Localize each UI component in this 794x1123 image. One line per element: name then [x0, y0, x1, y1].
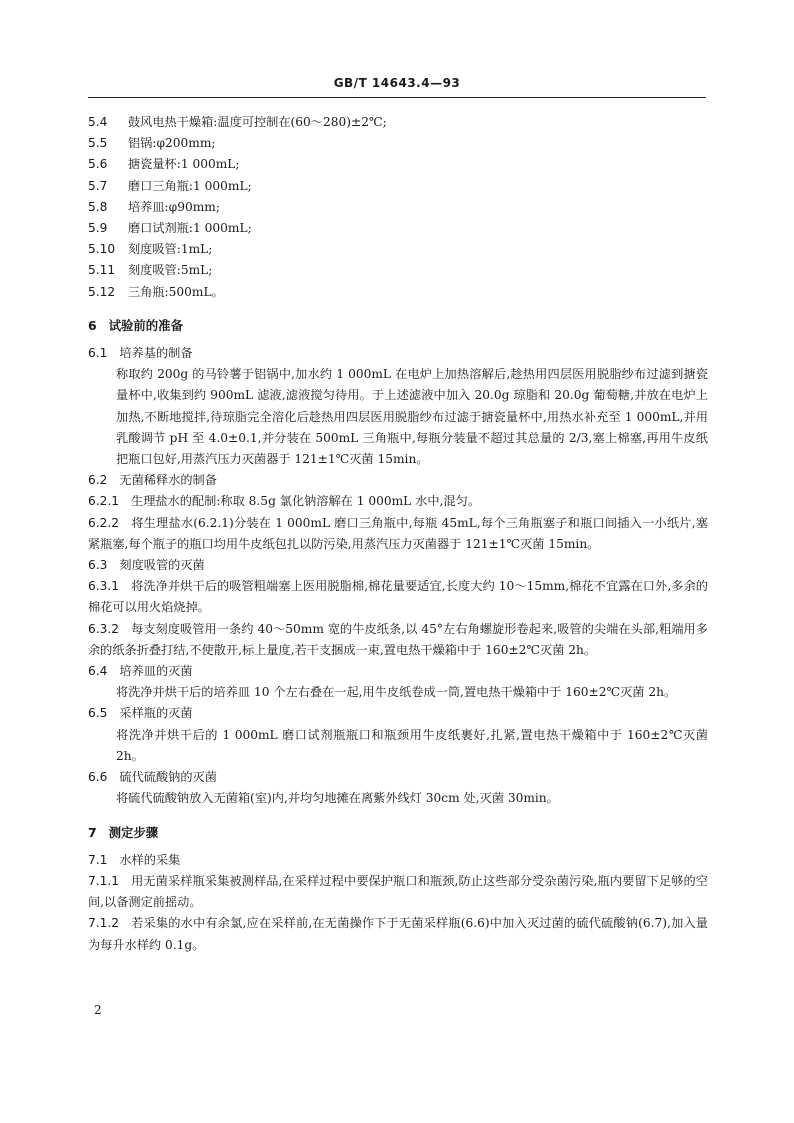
subsection-heading — [88, 767, 708, 788]
numbered-paragraph — [88, 871, 708, 913]
subsection-number: 7.1 — [88, 852, 108, 867]
subsection-number: 6.3 — [88, 558, 108, 573]
subsection-title: 无菌稀释水的制备 — [119, 473, 217, 488]
subsection-title: 硫代硫酸钠的灭菌 — [119, 770, 217, 785]
item-text: 搪瓷量杯:1 000mL; — [128, 157, 240, 172]
subsection-heading — [88, 703, 708, 724]
subsection-number: 6.5 — [88, 706, 108, 721]
subsection-title: 采样瓶的灭菌 — [119, 706, 193, 721]
item-number: 5.10 — [88, 242, 116, 257]
item-text: 三角瓶:500mL。 — [128, 284, 224, 299]
clause-text: 每支刻度吸管用一条约 40～50mm 宽的牛皮纸条,以 45°左右角螺旋形卷起来,吸管的尖端在头部,粗端用多余的纸条折叠打结,不使散开,标上量度,若干支捆成一束,置电热干燥箱中于 160±2℃灭菌 2h。 — [88, 621, 708, 657]
list-item — [88, 154, 708, 175]
section-number: 6 — [88, 317, 97, 333]
item-text: 刻度吸管:1mL; — [128, 242, 213, 257]
clause-text: 生理盐水的配制:称取 8.5g 氯化钠溶解在 1 000mL 水中,混匀。 — [131, 494, 480, 509]
item-number: 5.9 — [88, 221, 108, 236]
item-text: 培养皿:φ90mm; — [128, 199, 220, 214]
subsection-title: 培养基的制备 — [119, 346, 193, 361]
subsection-title: 水样的采集 — [119, 852, 181, 867]
subsection-heading — [88, 850, 708, 871]
list-item — [88, 197, 708, 218]
clause-number: 6.2.2 — [88, 515, 120, 530]
numbered-paragraph — [88, 576, 708, 618]
item-text: 鼓风电热干燥箱:温度可控制在(60～280)±2℃; — [128, 115, 387, 129]
item-number: 5.5 — [88, 136, 108, 151]
item-number: 5.12 — [88, 284, 116, 299]
item-number: 5.4 — [88, 115, 108, 129]
item-number: 5.7 — [88, 178, 108, 193]
numbered-paragraph — [88, 513, 708, 555]
standard-code-header: GB/T 14643.4—93 — [333, 76, 461, 90]
clause-text: 若采集的水中有余氯,应在采样前,在无菌操作下于无菌采样瓶(6.6)中加入灭过菌的硫代硫酸钠(6.7),加入量为每升水样约 0.1g。 — [88, 916, 708, 952]
list-item — [88, 112, 708, 133]
numbered-paragraph — [88, 913, 708, 955]
clause-number: 7.1.2 — [88, 916, 120, 931]
subsection-number: 6.2 — [88, 473, 108, 488]
list-item — [88, 218, 708, 239]
document-body — [88, 112, 708, 956]
item-text: 铝锅:φ200mm; — [128, 136, 216, 151]
paragraph: 将洗净并烘干后的培养皿 10 个左右叠在一起,用牛皮纸卷成一筒,置电热干燥箱中于 160±2℃灭菌 2h。 — [116, 685, 677, 700]
clause-text: 用无菌采样瓶采集被测样品,在采样过程中要保护瓶口和瓶颈,防止这些部分受杂菌污染,瓶内要留下足够的空间,以备测定前摇动。 — [88, 873, 708, 910]
list-item — [88, 282, 708, 303]
clause-number: 7.1.1 — [88, 873, 120, 888]
item-number: 5.8 — [88, 199, 108, 214]
paragraph: 将洗净并烘干后的 1 000mL 磨口试剂瓶瓶口和瓶颈用牛皮纸裹好,扎紧,置电热干燥箱中于 160±2℃灭菌 2h。 — [116, 727, 708, 763]
section-heading-7 — [88, 822, 708, 843]
item-text: 刻度吸管:5mL; — [128, 263, 213, 278]
subsection-number: 6.6 — [88, 770, 108, 785]
numbered-paragraph — [88, 619, 708, 661]
clause-text: 将生理盐水(6.2.1)分装在 1 000mL 磨口三角瓶中,每瓶 45mL,每个三角瓶塞子和瓶口间插入一小纸片,塞紧瓶塞,每个瓶子的瓶口均用牛皮纸包扎以防污染,用蒸汽压力灭菌器于 121±1℃灭菌 15min。 — [88, 515, 708, 551]
clause-number: 6.2.1 — [88, 494, 120, 509]
page-number: 2 — [94, 1003, 102, 1017]
subsection-title: 刻度吸管的灭菌 — [119, 558, 205, 573]
subsection-heading — [88, 555, 708, 576]
item-text: 磨口试剂瓶:1 000mL; — [128, 221, 252, 236]
list-item — [88, 176, 708, 197]
subsection-heading — [88, 343, 708, 364]
subsection-heading — [88, 661, 708, 682]
clause-number: 6.3.1 — [88, 579, 120, 594]
clause-number: 6.3.2 — [88, 621, 120, 636]
paragraph: 将硫代硫酸钠放入无菌箱(室)内,并均匀地摊在离紫外线灯 30cm 处,灭菌 30min。 — [116, 791, 559, 806]
paragraph: 称取约 200g 的马铃薯于铝锅中,加水约 1 000mL 在电炉上加热溶解后,趁热用四层医用脱脂纱布过滤到搪瓷量杯中,收集到约 900mL 滤液,滤液搅匀待用。于上述滤液中加入 20.0g 琼脂和 20.0g 葡萄糖,并放在电炉上加热,不断地搅拌,待琼脂完全溶化后趁热用四层医用脱脂纱布过滤于搪瓷量杯中,用热水补充至 1 000mL,并用乳酸调节 pH 至 4.0±0.1,并分装在 500mL 三角瓶中,每瓶分装量不超过其总量的 2/3,塞上棉塞,再用牛皮纸把瓶口包好,用蒸汽压力灭菌器于 121±1℃灭菌 15min。 — [116, 367, 708, 467]
header-rule — [88, 97, 706, 98]
item-text: 磨口三角瓶:1 000mL; — [128, 178, 252, 193]
subsection-number: 6.1 — [88, 346, 108, 361]
list-item — [88, 239, 708, 260]
item-number: 5.6 — [88, 157, 108, 172]
section-title: 试验前的准备 — [108, 317, 183, 333]
section-heading-6 — [88, 315, 708, 336]
list-item — [88, 260, 708, 281]
list-item — [88, 133, 708, 154]
subsection-heading — [88, 470, 708, 491]
item-number: 5.11 — [88, 263, 116, 278]
subsection-title: 培养皿的灭菌 — [119, 664, 193, 679]
section-number: 7 — [88, 824, 97, 840]
numbered-paragraph — [88, 491, 708, 512]
section-title: 测定步骤 — [108, 824, 159, 840]
clause-text: 将洗净并烘干后的吸管粗端塞上医用脱脂棉,棉花量要适宜,长度大约 10～15mm,棉花不宜露在口外,多余的棉花可以用火焰烧掉。 — [88, 579, 708, 615]
subsection-number: 6.4 — [88, 664, 108, 679]
